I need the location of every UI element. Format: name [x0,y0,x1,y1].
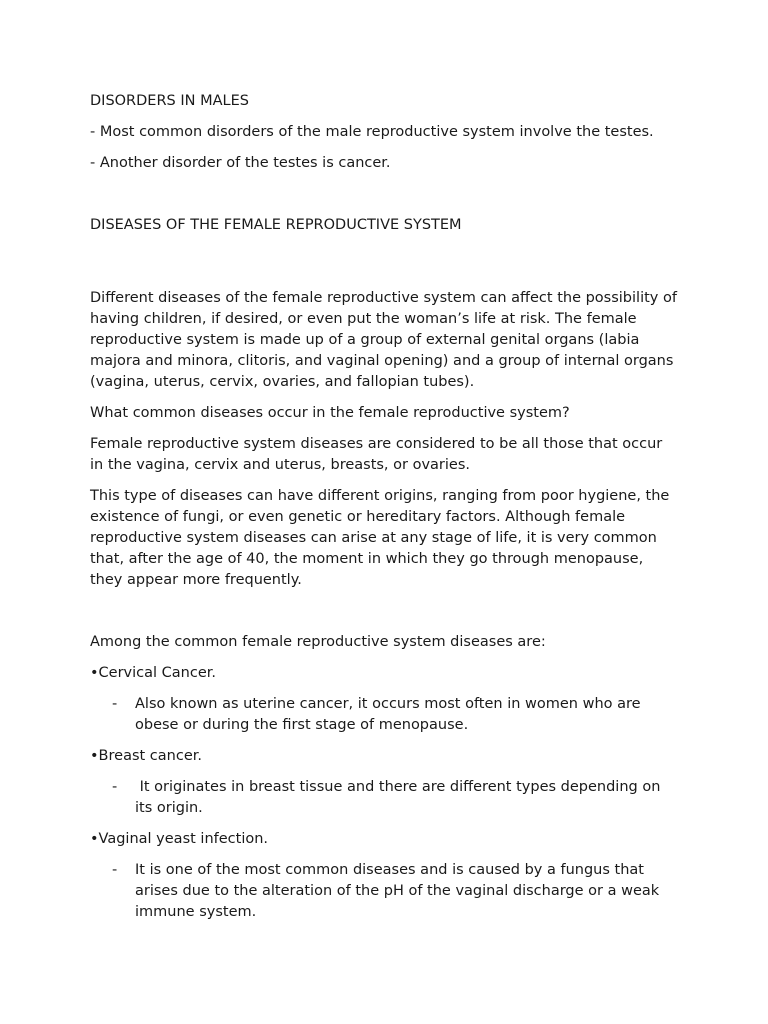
disease-bullet-cervical-cancer: •Cervical Cancer. [90,665,216,681]
disease-bullet-vaginal-yeast-infection: •Vaginal yeast infection. [90,831,269,847]
disease-list-intro: Among the common female reproductive system diseases are: [90,634,546,650]
description-text: It originates in breast tissue and there are different types depending on its origin. [135,779,666,816]
females-intro-paragraph: Different diseases of the female reproductive system can affect the possibility of having children, if desired, or even put the woman’s life at risk. The female reproductive system is made up of a group of external genital organs (labia majora and minora, clitoris, and vaginal opening) and a group of internal organs (vagina, uterus, cervix, ovaries, and fallopian tubes). [90,290,677,390]
disease-bullet-breast-cancer: •Breast cancer. [90,748,202,764]
disease-description-breast-cancer [112,777,680,819]
description-text: It is one of the most common diseases and is caused by a fungus that arises due to the alteration of the pH of the vaginal discharge or a weak immune system. [135,862,660,920]
males-line-1: - Most common disorders of the male reproductive system involve the testes. [90,124,654,140]
dash-marker: - [112,779,118,795]
females-origins-paragraph: This type of diseases can have different origins, ranging from poor hygiene, the existence of fungi, or even genetic or hereditary factors. Although female reproductive system diseases can arise at any stage of life, it is very common that, after the age of 40, the moment in which they go through menopause, they appear more frequently. [90,488,670,588]
document-page [90,91,680,933]
males-line-2: - Another disorder of the testes is cancer. [90,155,391,171]
dash-marker: - [112,696,118,712]
disease-description-cervical-cancer [112,694,680,736]
females-heading: DISEASES OF THE FEMALE REPRODUCTIVE SYSTEM [90,217,462,233]
dash-marker: - [112,862,118,878]
disease-description-vaginal-yeast-infection [112,860,680,923]
description-text: Also known as uterine cancer, it occurs most often in women who are obese or during the first stage of menopause. [135,696,641,733]
males-heading: DISORDERS IN MALES [90,93,249,109]
females-question: What common diseases occur in the female reproductive system? [90,405,570,421]
females-definition-paragraph: Female reproductive system diseases are considered to be all those that occur in the vagina, cervix and uterus, breasts, or ovaries. [90,436,663,473]
